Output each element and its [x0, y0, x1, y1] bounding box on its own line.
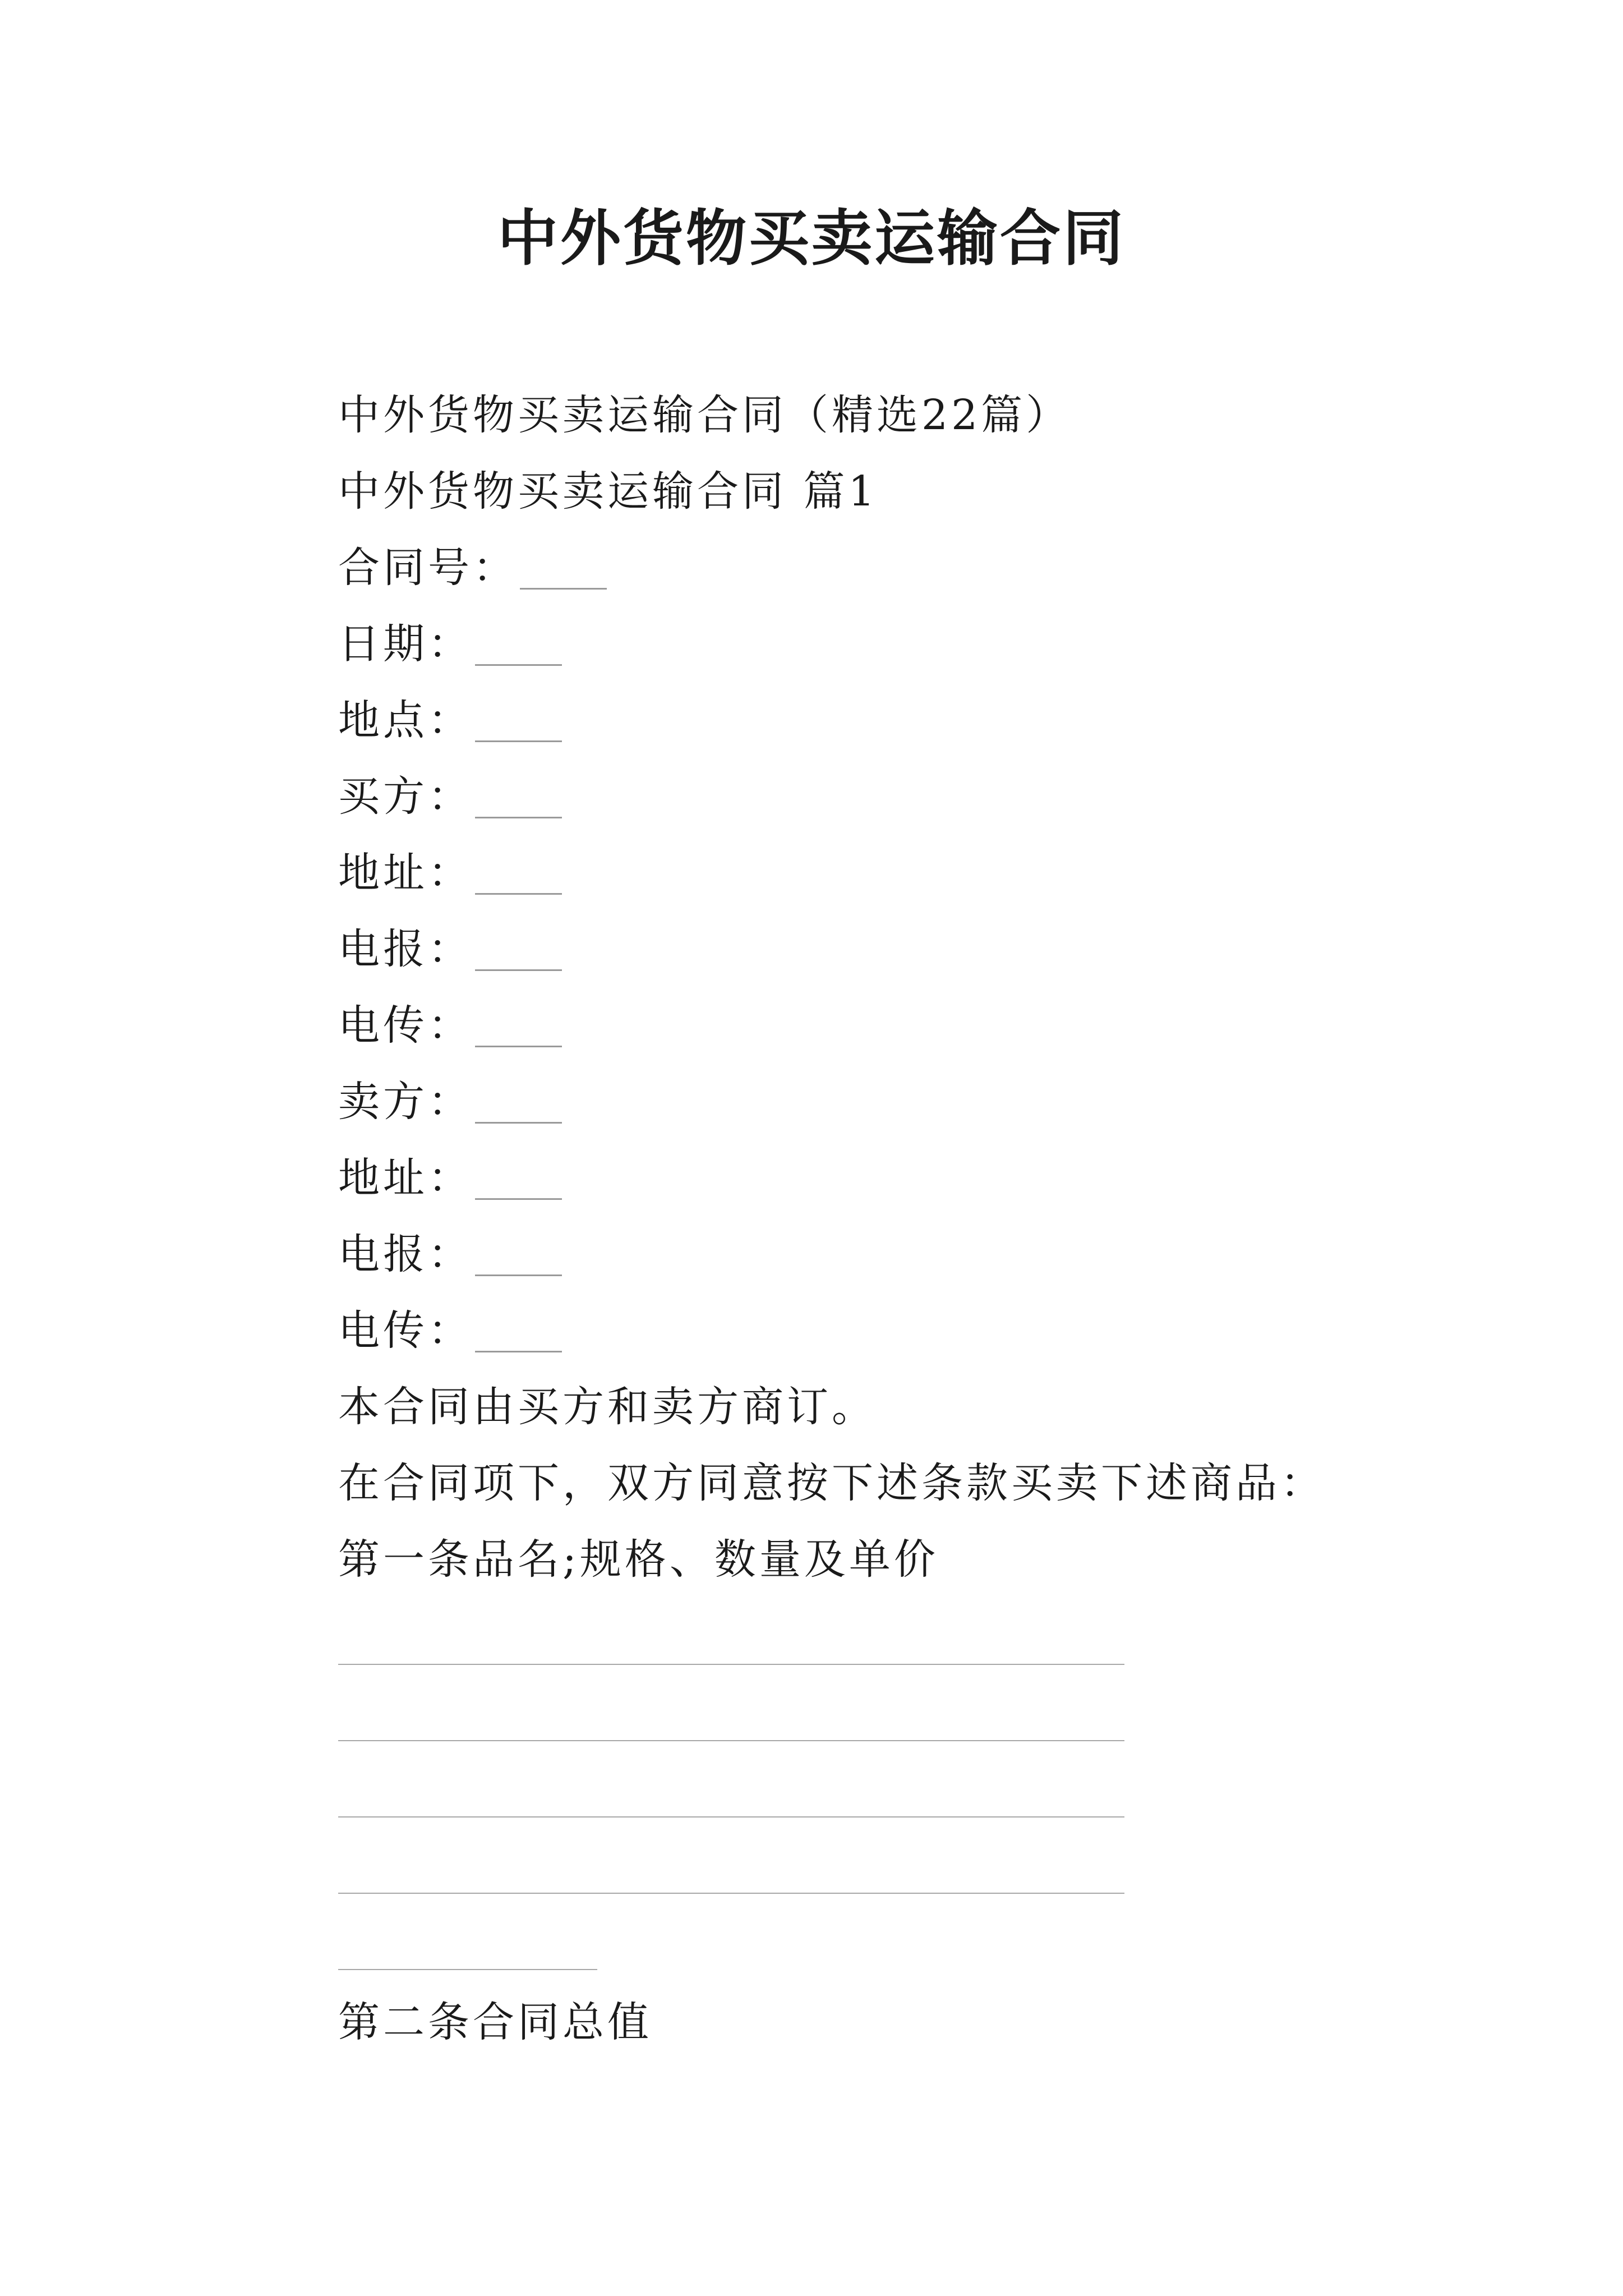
field-label: 地点： — [338, 696, 473, 744]
fill-blank — [475, 1046, 562, 1047]
fill-blank — [475, 664, 562, 666]
fill-blank — [475, 969, 562, 971]
field-label: 地址： — [338, 1154, 473, 1202]
fill-rule — [338, 1664, 1124, 1665]
field-seller-telex — [338, 1303, 562, 1359]
fill-blank — [475, 1122, 562, 1124]
field-place — [338, 692, 562, 748]
field-contract-number — [338, 540, 607, 596]
fill-rule — [338, 1816, 1124, 1818]
fill-blank — [475, 1351, 562, 1352]
document-title: 中外货物买卖运输合同 — [497, 203, 1126, 274]
field-label: 电报： — [338, 1230, 473, 1278]
fill-blank — [475, 1274, 562, 1276]
field-buyer-telex — [338, 997, 562, 1053]
field-buyer — [338, 769, 562, 825]
document-subtitle: 中外货物买卖运输合同（精选22篇） — [338, 391, 1071, 439]
paragraph-agreement: 本合同由买方和卖方商订。 — [338, 1383, 877, 1431]
fill-blank — [475, 1198, 562, 1200]
paragraph-terms: 在合同项下，双方同意按下述条款买卖下述商品： — [338, 1459, 1325, 1507]
field-buyer-telegram — [338, 921, 562, 977]
field-label: 地址： — [338, 849, 473, 897]
field-buyer-address — [338, 845, 562, 901]
article-two-heading: 第二条合同总值 — [338, 1998, 652, 2046]
article-one-heading: 第一条品名;规格、数量及单价 — [338, 1535, 939, 1584]
field-label: 买方： — [338, 772, 473, 821]
field-label: 电报： — [338, 925, 473, 973]
field-label: 电传： — [338, 1306, 473, 1355]
field-label: 卖方： — [338, 1078, 473, 1126]
fill-blank — [475, 893, 562, 895]
fill-blank — [520, 588, 607, 590]
field-label: 合同号： — [338, 544, 518, 592]
field-label: 日期： — [338, 620, 473, 668]
field-date — [338, 616, 562, 672]
field-label: 电传： — [338, 1001, 473, 1050]
fill-blank — [475, 740, 562, 742]
fill-blank — [475, 817, 562, 818]
fill-rule — [338, 1969, 597, 1970]
field-seller-telegram — [338, 1226, 562, 1282]
field-seller-address — [338, 1150, 562, 1206]
fill-rule — [338, 1740, 1124, 1741]
field-seller — [338, 1074, 562, 1130]
section-heading: 中外货物买卖运输合同 篇1 — [338, 467, 878, 516]
fill-rule — [338, 1893, 1124, 1894]
